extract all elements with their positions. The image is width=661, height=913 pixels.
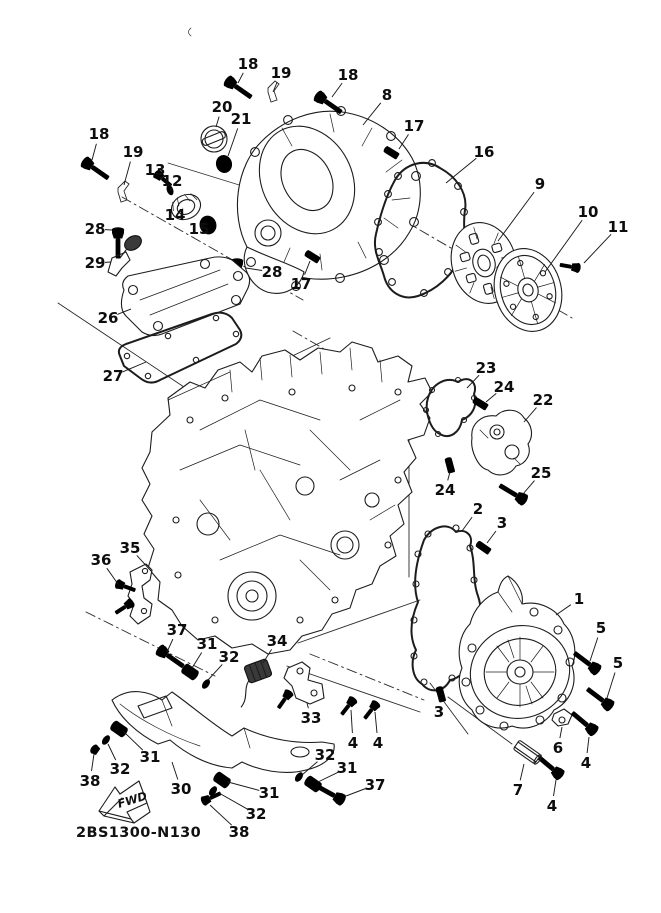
callout-7: 7 xyxy=(512,781,524,799)
leader-line xyxy=(92,754,95,771)
nut-part-38 xyxy=(89,743,101,756)
callout-13: 13 xyxy=(144,161,166,179)
leader-line xyxy=(375,712,377,733)
leader-line xyxy=(584,234,611,263)
callout-35: 35 xyxy=(119,539,141,557)
callout-25: 25 xyxy=(530,464,552,482)
callout-11: 11 xyxy=(607,218,629,236)
leader-line xyxy=(108,744,116,760)
generator-cover-part-1 xyxy=(458,576,585,731)
callout-5: 5 xyxy=(595,619,607,637)
callout-15: 15 xyxy=(188,220,210,238)
leader-line xyxy=(607,673,615,699)
collar-part-31 xyxy=(109,719,130,738)
holder-part-29 xyxy=(108,233,144,276)
union-spacer-part-7 xyxy=(513,740,542,765)
callout-34: 34 xyxy=(266,632,288,650)
leader-line xyxy=(228,782,259,790)
callout-18: 18 xyxy=(237,55,259,73)
collar-part-31 xyxy=(303,774,324,793)
leader-line xyxy=(467,375,479,388)
leader-line xyxy=(172,762,178,780)
clamp-part-19 xyxy=(118,181,129,202)
callout-12: 12 xyxy=(161,172,183,190)
bolt-part-4 xyxy=(568,708,600,738)
callout-9: 9 xyxy=(534,175,546,193)
stud-bolt xyxy=(274,688,294,711)
leader-line xyxy=(219,793,247,809)
callout-28: 28 xyxy=(261,263,283,281)
leader-line xyxy=(523,481,535,494)
bolt-part-5 xyxy=(584,684,616,713)
callout-6: 6 xyxy=(552,739,564,757)
callout-26: 26 xyxy=(97,309,119,327)
leader-line xyxy=(92,144,96,160)
leader-line xyxy=(520,764,524,780)
callout-4: 4 xyxy=(580,754,592,772)
leader-line xyxy=(351,710,352,733)
leader-line xyxy=(446,158,476,183)
washer-part-32 xyxy=(200,678,211,691)
callout-29: 29 xyxy=(84,254,106,272)
leader-line xyxy=(216,117,219,127)
callout-19: 19 xyxy=(270,64,292,82)
callout-36: 36 xyxy=(90,551,112,569)
callout-38: 38 xyxy=(228,823,250,841)
leader-line xyxy=(590,638,598,662)
oil-pump-cover-part-22 xyxy=(472,410,532,475)
callout-18: 18 xyxy=(88,125,110,143)
engine-crankcase-assembly xyxy=(142,342,432,654)
washer-part-32 xyxy=(293,771,304,784)
leader-line xyxy=(167,639,173,652)
leader-line xyxy=(587,737,589,753)
callout-1: 1 xyxy=(573,590,585,608)
callout-23: 23 xyxy=(475,359,497,377)
callout-31: 31 xyxy=(139,748,161,766)
bolt-part-4 xyxy=(361,699,382,722)
callout-31: 31 xyxy=(258,784,280,802)
callout-5: 5 xyxy=(612,654,624,672)
leader-line xyxy=(560,727,562,738)
callout-20: 20 xyxy=(211,98,233,116)
callout-37: 37 xyxy=(364,776,386,794)
callout-22: 22 xyxy=(532,391,554,409)
callout-18: 18 xyxy=(337,66,359,84)
fwd-label: FWD xyxy=(115,788,149,811)
callout-30: 30 xyxy=(170,780,192,798)
callout-33: 33 xyxy=(300,709,322,727)
callout-3: 3 xyxy=(433,703,445,721)
leader-line xyxy=(107,568,118,584)
callout-10: 10 xyxy=(577,203,599,221)
callout-31: 31 xyxy=(196,635,218,653)
callout-8: 8 xyxy=(381,86,393,104)
bolt-part-25 xyxy=(496,480,529,507)
bolt-part-37 xyxy=(314,781,347,807)
callout-32: 32 xyxy=(218,648,240,666)
leader-line xyxy=(524,408,537,422)
callout-17: 17 xyxy=(290,275,312,293)
callout-19: 19 xyxy=(122,143,144,161)
wire-holder-part-6 xyxy=(552,709,572,726)
leader-line xyxy=(332,83,342,97)
leader-line xyxy=(228,128,238,156)
callout-24: 24 xyxy=(493,378,515,396)
callout-16: 16 xyxy=(473,143,495,161)
callout-4: 4 xyxy=(372,734,384,752)
dowel-pin-part-3 xyxy=(475,540,492,555)
bolt-part-5 xyxy=(571,648,603,677)
leader-line xyxy=(556,605,571,615)
callout-24: 24 xyxy=(434,481,456,499)
bolt-part-18 xyxy=(79,155,112,183)
leader-line xyxy=(487,531,496,543)
diagram-code: 2BS1300-N130 xyxy=(76,825,202,841)
callout-4: 4 xyxy=(347,734,359,752)
callout-27: 27 xyxy=(102,367,124,385)
callout-17: 17 xyxy=(403,117,425,135)
leader-line xyxy=(208,664,222,680)
callout-4: 4 xyxy=(546,797,558,815)
callout-38: 38 xyxy=(79,772,101,790)
washer-part-32 xyxy=(100,734,111,747)
oil-filler-cap-part-20 xyxy=(201,126,227,152)
dowel-pin-part-24 xyxy=(444,457,455,474)
leader-line xyxy=(238,73,243,83)
callout-28: 28 xyxy=(84,220,106,238)
callout-32: 32 xyxy=(245,805,267,823)
bracket-part-35 xyxy=(128,564,152,624)
leader-line xyxy=(318,772,338,782)
callout-21: 21 xyxy=(230,110,252,128)
bolt-part-37 xyxy=(154,643,187,671)
callout-2: 2 xyxy=(472,500,484,518)
o-ring-part-21 xyxy=(214,153,234,175)
leader-line xyxy=(498,192,534,241)
bolt-part-11 xyxy=(559,260,582,274)
leader-line xyxy=(554,780,557,796)
leader-line xyxy=(124,162,130,185)
callout-14: 14 xyxy=(164,206,186,224)
callout-37: 37 xyxy=(166,621,188,639)
callout-32: 32 xyxy=(109,760,131,778)
callout-31: 31 xyxy=(336,759,358,777)
leader-line xyxy=(192,653,202,669)
callout-32: 32 xyxy=(314,746,336,764)
leader-line xyxy=(346,789,366,797)
leader-line xyxy=(462,517,472,531)
bolt-part-4 xyxy=(338,695,359,718)
callout-3: 3 xyxy=(496,514,508,532)
